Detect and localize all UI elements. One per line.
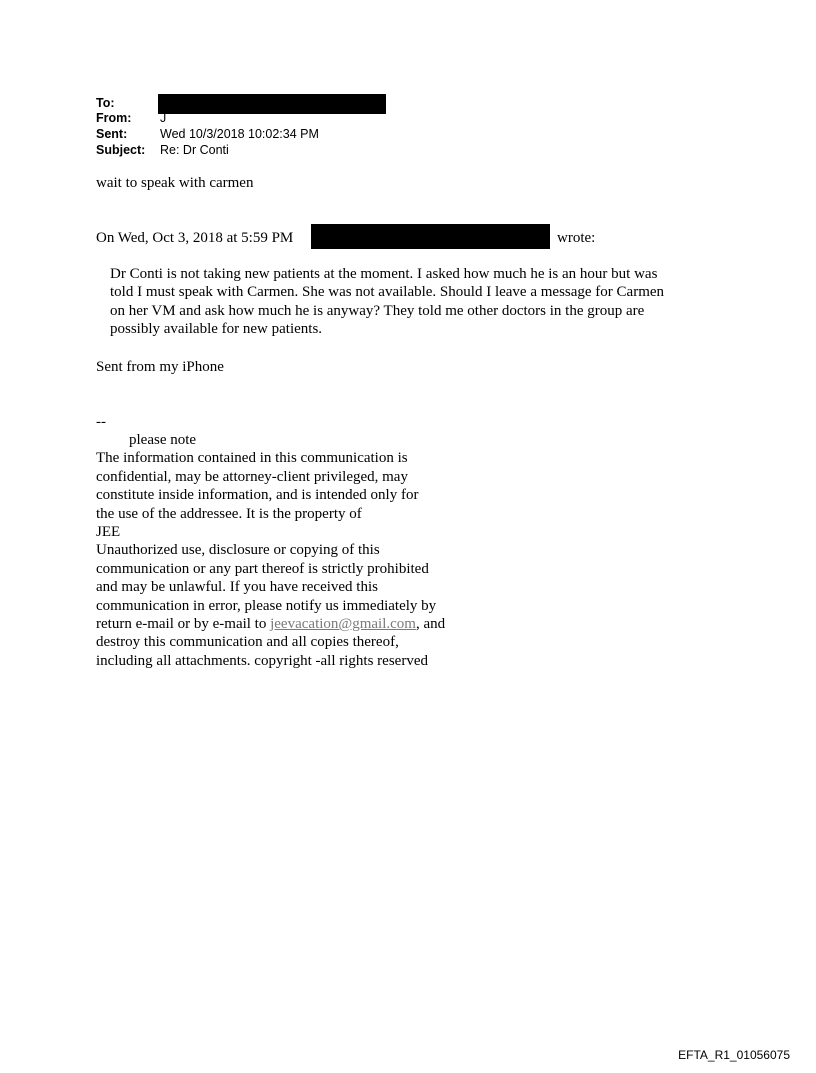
disclaimer-line: the use of the addressee. It is the property of <box>96 505 362 522</box>
disclaimer-line: JEE <box>96 524 121 541</box>
sent-from-line: Sent from my iPhone <box>96 359 224 375</box>
quote-intro-suffix: wrote: <box>557 230 596 246</box>
to-redaction <box>158 94 386 114</box>
signature-separator: -- <box>96 414 106 430</box>
email-link[interactable]: jeevacation@gmail.com <box>270 616 416 633</box>
quoted-message <box>110 265 710 339</box>
disclaimer-line: Unauthorized use, disclosure or copying of this <box>96 542 380 559</box>
document-id: EFTA_R1_01056075 <box>678 1048 790 1062</box>
subject-label: Subject: <box>96 143 146 157</box>
quoted-line: Dr Conti is not taking new patients at the moment. I asked how much he is an hour but was <box>110 266 658 282</box>
disclaimer-line: The information contained in this communication is <box>96 450 408 467</box>
quoted-line: possibly available for new patients. <box>110 321 323 338</box>
quoted-line: told I must speak with Carmen. She was not available. Should I leave a message for Carmen <box>110 284 665 301</box>
sent-label: Sent: <box>96 127 128 141</box>
from-label: From: <box>96 111 132 125</box>
confidentiality-disclaimer <box>96 431 445 670</box>
quote-intro: On Wed, Oct 3, 2018 at 5:59 PM <box>96 230 294 246</box>
disclaimer-line: constitute inside information, and is intended only for <box>96 487 419 504</box>
email-line-prefix: return e-mail or by e-mail to <box>96 616 271 633</box>
from-value: J <box>160 111 167 125</box>
disclaimer-line: communication in error, please notify us immediately by <box>96 597 437 614</box>
email-line-suffix: , and <box>415 616 446 633</box>
disclaimer-line: destroy this communication and all copies thereof, <box>96 634 399 651</box>
subject-value: Re: Dr Conti <box>160 143 229 157</box>
please-note-line: please note <box>129 432 197 448</box>
sent-value: Wed 10/3/2018 10:02:34 PM <box>160 127 319 141</box>
disclaimer-line: including all attachments. copyright -all rights reserved <box>96 652 428 669</box>
reply-text: wait to speak with carmen <box>96 175 254 191</box>
disclaimer-email-line <box>96 615 445 633</box>
to-label: To: <box>96 96 115 110</box>
disclaimer-line: and may be unlawful. If you have received this <box>96 579 378 596</box>
quoted-line: on her VM and ask how much he is anyway? They told me other doctors in the group are <box>110 302 645 319</box>
disclaimer-line: communication or any part thereof is strictly prohibited <box>96 560 429 577</box>
disclaimer-line: confidential, may be attorney-client privileged, may <box>96 468 408 485</box>
quote-sender-redaction <box>311 224 550 249</box>
